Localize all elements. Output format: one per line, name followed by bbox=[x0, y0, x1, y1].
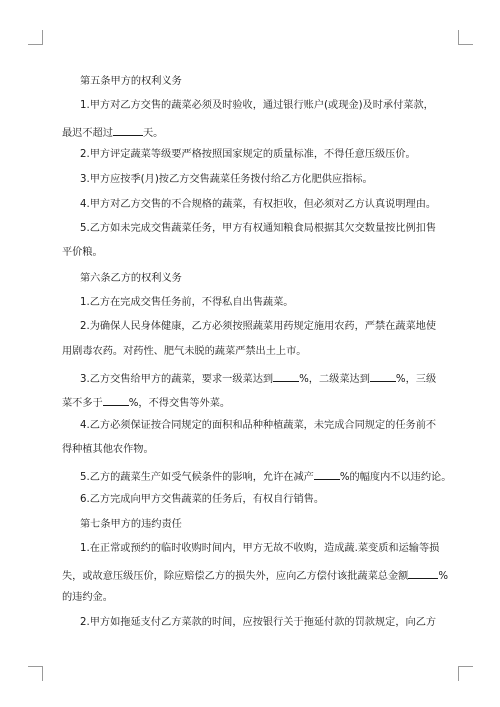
article-6-clause-6: 6.乙方完成向甲方交售蔬菜的任务后，有权自行销售。 bbox=[80, 494, 325, 505]
article-7-clause-2-line-1: 2.甲方如拖延支付乙方菜款的时间，应按银行关于拖延付款的罚款规定，向乙方 bbox=[80, 617, 437, 628]
clause-text: 失，或故意压级压价，除应赔偿乙方的损失外，应向乙方偿付该批蔬菜总金额 bbox=[62, 571, 409, 582]
article-5-clause-2: 2.甲方评定蔬菜等级要严格按照国家规定的质量标准，不得任意压级压价。 bbox=[80, 149, 416, 160]
article-5-clause-5-line-2: 平价粮。 bbox=[62, 247, 103, 258]
article-5-clause-3: 3.甲方应按季(月)按乙方交售蔬菜任务拨付给乙方化肥供应指标。 bbox=[80, 174, 373, 185]
fill-in-blank-grade2 bbox=[370, 370, 396, 382]
article-7-clause-1-line-3: 的违约金。 bbox=[62, 592, 113, 603]
crop-mark-bottom-left bbox=[28, 666, 43, 681]
crop-mark-top-right bbox=[458, 30, 473, 45]
fill-in-blank-penalty bbox=[408, 567, 438, 579]
article-6-clause-1: 1.乙方在完成交售任务前，不得私自出售蔬菜。 bbox=[80, 297, 294, 308]
clause-text: %的幅度内不以违约论。 bbox=[339, 472, 452, 483]
clause-text: 菜不多于 bbox=[62, 398, 103, 409]
article-7-clause-1-line-1: 1.在正常或预约的临时收购时间内，甲方无故不收购，造成蔬.菜变质和运输等损 bbox=[80, 543, 440, 554]
article-5-clause-5-line-1: 5.乙方如未完成交售蔬菜任务，甲方有权通知粮食局根据其欠交数量按比例扣售 bbox=[80, 223, 437, 234]
clause-text: % bbox=[438, 571, 449, 582]
article-5-clause-4: 4.甲方对乙方交售的不合规格的蔬菜，有权拒收，但必须对乙方认真说明理由。 bbox=[80, 199, 437, 210]
article-5-heading: 第五条甲方的权利义务 bbox=[80, 76, 182, 87]
clause-text: 3.乙方交售给甲方的蔬菜，要求一级菜达到 bbox=[80, 374, 274, 385]
article-7-heading: 第七条甲方的违约责任 bbox=[80, 519, 182, 530]
article-6-clause-4-line-1: 4.乙方必须保证按合同规定的面积和品种种植蔬菜，未完成合同规定的任务前不 bbox=[80, 420, 437, 431]
fill-in-blank-grade3 bbox=[103, 394, 129, 406]
article-6-clause-3-line-1 bbox=[80, 370, 436, 384]
crop-mark-top-left bbox=[28, 30, 43, 45]
clause-text: 天。 bbox=[142, 128, 164, 139]
article-6-clause-2-line-1: 2.为确保人民身体健康，乙方必须按照蔬菜用药规定施用农药，严禁在蔬菜地使 bbox=[80, 321, 437, 332]
fill-in-blank-grade1 bbox=[273, 370, 299, 382]
clause-text: %，三级 bbox=[395, 374, 437, 385]
article-5-clause-1-line-1: 1.甲方对乙方交售的蔬菜必须及时验收，通过银行账户(或现金)及时承付菜款， bbox=[80, 100, 434, 111]
article-6-clause-5 bbox=[80, 468, 451, 482]
article-6-heading: 第六条乙方的权利义务 bbox=[80, 273, 182, 284]
fill-in-blank-reduction bbox=[314, 468, 340, 480]
article-6-clause-2-line-2: 用剧毒农药。对药性、肥气未脱的蔬菜严禁出土上市。 bbox=[62, 346, 307, 357]
article-6-clause-3-line-2 bbox=[62, 394, 230, 408]
article-6-clause-4-line-2: 得种植其他农作物。 bbox=[62, 444, 154, 455]
article-7-clause-1-line-2 bbox=[62, 567, 448, 581]
crop-mark-bottom-right bbox=[458, 666, 473, 681]
clause-text: %，二级菜达到 bbox=[299, 374, 370, 385]
fill-in-blank-days bbox=[113, 124, 143, 136]
clause-text: %，不得交售等外菜。 bbox=[128, 398, 231, 409]
clause-text: 5.乙方的蔬菜生产如受气候条件的影响，允许在减产 bbox=[80, 472, 314, 483]
article-5-clause-1-line-2 bbox=[62, 124, 163, 138]
clause-text: 最迟不超过 bbox=[62, 128, 113, 139]
